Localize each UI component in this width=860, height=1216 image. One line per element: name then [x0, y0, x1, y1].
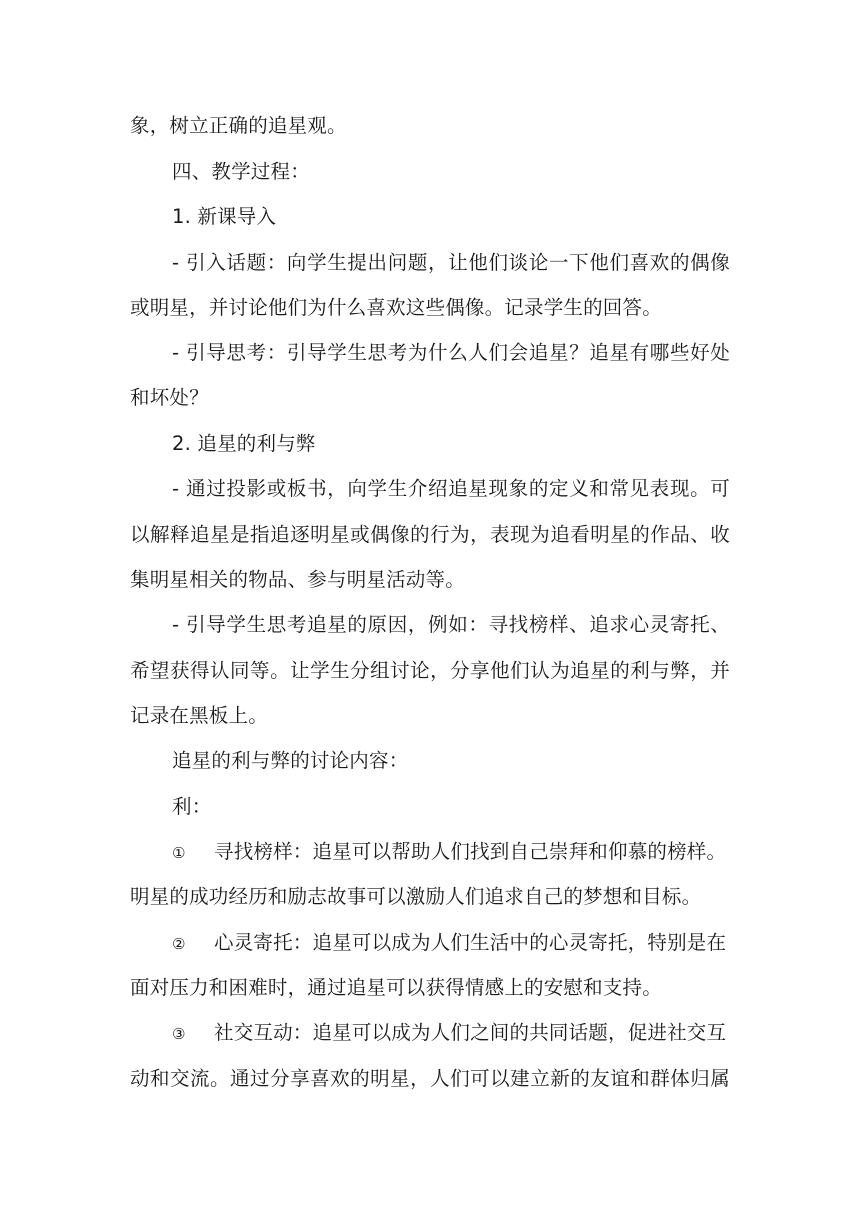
text-line: 集明星相关的物品、参与明星活动等。 — [130, 568, 465, 591]
text-line: 面对压力和困难时，通过追星可以获得情感上的安慰和支持。 — [130, 976, 662, 999]
text-line: 以解释追星是指追逐明星或偶像的行为，表现为追看明星的作品、收 — [130, 523, 730, 546]
text-line: 动和交流。通过分享喜欢的明星，人们可以建立新的友谊和群体归属 — [130, 1067, 730, 1090]
list-item-text: 社交互动：追星可以成为人们之间的共同话题，促进社交互 — [214, 1021, 727, 1044]
text-line: 希望获得认同等。让学生分组讨论，分享他们认为追星的利与弊，并 — [130, 659, 730, 682]
list-marker: ③ — [172, 1025, 186, 1043]
text-line: - 引入话题：向学生提出问题，让他们谈论一下他们喜欢的偶像 — [172, 251, 730, 274]
text-line: 记录在黑板上。 — [130, 704, 268, 727]
list-marker: ① — [172, 844, 186, 862]
text-line: - 引导学生思考追星的原因，例如：寻找榜样、追求心灵寄托、 — [172, 613, 730, 636]
list-item — [172, 1019, 730, 1048]
list-item-text: 心灵寄托：追星可以成为人们生活中的心灵寄托，特别是在 — [214, 931, 727, 954]
list-heading: 利： — [172, 795, 212, 818]
text-line: 明星的成功经历和励志故事可以激励人们追求自己的梦想和目标。 — [130, 885, 702, 908]
list-heading: 追星的利与弊的讨论内容： — [172, 749, 409, 772]
list-marker: ② — [172, 935, 186, 953]
subsection-heading: 2. 追星的利与弊 — [172, 432, 316, 455]
list-item — [172, 838, 730, 867]
text-line: - 引导思考：引导学生思考为什么人们会追星？追星有哪些好处 — [172, 341, 730, 364]
text-line: 和坏处？ — [130, 386, 209, 409]
text-line: - 通过投影或板书，向学生介绍追星现象的定义和常见表现。可 — [172, 477, 730, 500]
subsection-heading: 1. 新课导入 — [172, 205, 277, 228]
list-item-text: 寻找榜样：追星可以帮助人们找到自己崇拜和仰慕的榜样。 — [214, 840, 727, 863]
text-line: 或明星，并讨论他们为什么喜欢这些偶像。记录学生的回答。 — [130, 296, 662, 319]
list-item — [172, 929, 730, 958]
section-heading: 四、教学过程： — [172, 160, 310, 183]
text-line: 象，树立正确的追星观。 — [130, 114, 347, 137]
